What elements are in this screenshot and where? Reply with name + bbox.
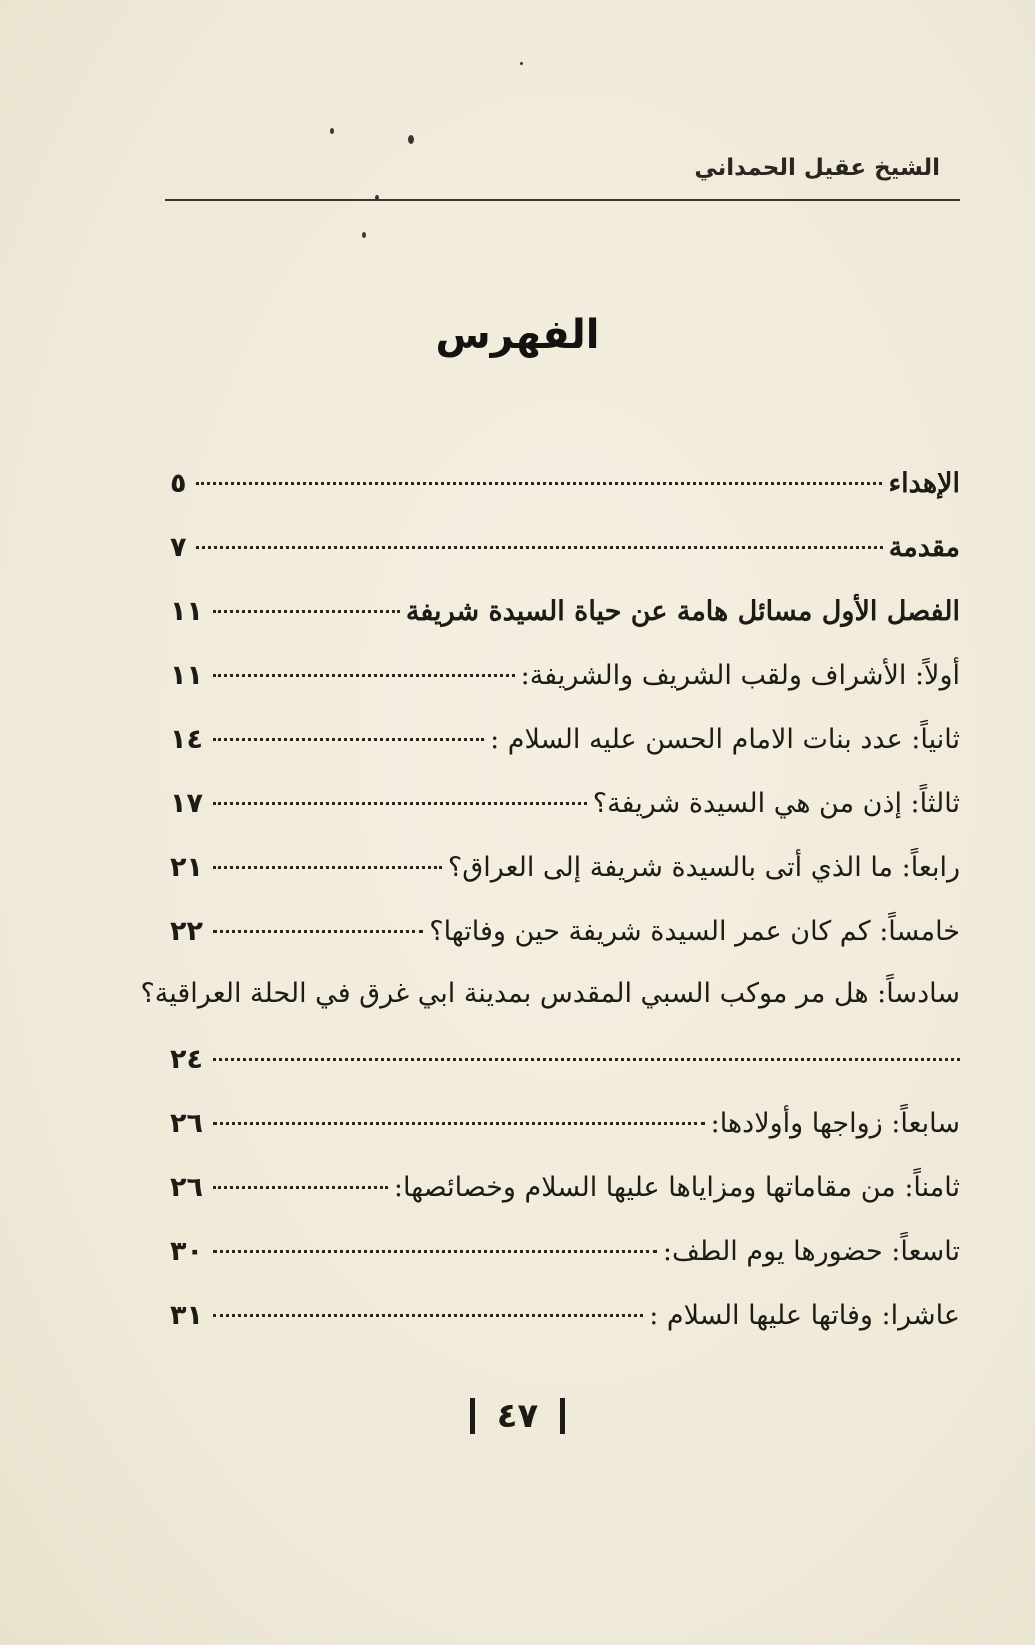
dot-leader (213, 1250, 657, 1253)
dot-leader (213, 866, 442, 869)
header-rule (165, 199, 960, 201)
toc-entry-label: أولاً: الأشراف ولقب الشريف والشريفة: (520, 660, 960, 691)
table-of-contents (140, 462, 960, 1358)
toc-entry (170, 1102, 960, 1166)
toc-entry-page: ١٧ (170, 788, 203, 819)
toc-entry-page: ٢٢ (170, 916, 203, 947)
dot-leader (213, 1314, 643, 1317)
toc-entry-page: ١٤ (170, 724, 203, 755)
running-header-author: الشيخ عقيل الحمداني (694, 155, 940, 181)
toc-entry (170, 462, 960, 526)
toc-entry-label: ثامناً: من مقاماتها ومزاياها عليها السلام وخصائصها: (393, 1172, 960, 1203)
dot-leader (196, 546, 883, 549)
toc-entry-label: ثانياً: عدد بنات الامام الحسن عليه السلام : (490, 724, 960, 755)
ink-speck (362, 232, 366, 238)
dot-leader (213, 610, 400, 613)
dot-leader (213, 1058, 960, 1061)
toc-entry-page: ١١ (170, 660, 203, 691)
toc-entry-label: ثالثاً: إذن من هي السيدة شريفة؟ (592, 788, 960, 819)
dot-leader (213, 1122, 705, 1125)
page-number-value: ٤٧ (496, 1395, 539, 1436)
dot-leader (213, 802, 587, 805)
toc-entry (170, 590, 960, 654)
toc-entry (170, 718, 960, 782)
toc-entry-label: مقدمة (888, 532, 960, 563)
toc-entry-page: ٣١ (170, 1300, 203, 1331)
dot-leader (213, 1186, 388, 1189)
dot-leader (196, 482, 882, 485)
page-title: الفهرس (435, 312, 600, 358)
toc-entry-page: ٧ (170, 532, 187, 563)
toc-entry-continuation (170, 1038, 960, 1102)
show-through-text (435, 215, 955, 279)
toc-entry (170, 654, 960, 718)
toc-entry-label: رابعاً: ما الذي أتى بالسيدة شريفة إلى العراق؟ (447, 852, 960, 883)
toc-entry-page: ١١ (170, 596, 203, 627)
ink-speck (408, 135, 414, 144)
toc-entry-label: سابعاً: زواجها وأولادها: (710, 1108, 960, 1139)
toc-entry-page: ٥ (170, 468, 187, 499)
toc-entry-label: الإهداء (888, 468, 960, 499)
ink-speck (375, 195, 379, 200)
toc-entry-label: خامساً: كم كان عمر السيدة شريفة حين وفاتها؟ (429, 916, 960, 947)
toc-entry (170, 846, 960, 910)
toc-entry (170, 910, 960, 974)
ink-speck (520, 62, 523, 65)
toc-entry-page: ٢٦ (170, 1172, 203, 1203)
toc-entry-label: عاشرا: وفاتها عليها السلام : (649, 1300, 960, 1331)
dot-leader (213, 930, 423, 933)
toc-entry-page: ٢٦ (170, 1108, 203, 1139)
toc-entry (170, 782, 960, 846)
toc-entry-page: ٢١ (170, 852, 203, 883)
page-number (0, 1394, 1035, 1436)
toc-entry-label: تاسعاً: حضورها يوم الطف: (662, 1236, 960, 1267)
toc-entry (170, 526, 960, 590)
toc-entry-page: ٣٠ (170, 1236, 203, 1267)
toc-entry (170, 1294, 960, 1358)
toc-entry-label: الفصل الأول مسائل هامة عن حياة السيدة شريفة (405, 596, 960, 627)
toc-entry (170, 1230, 960, 1294)
toc-entry-page: ٢٤ (170, 1044, 203, 1075)
ink-speck (330, 128, 334, 134)
dot-leader (213, 674, 515, 677)
folio-bar-left (470, 1398, 475, 1434)
toc-entry-wrapped (140, 974, 960, 1038)
dot-leader (213, 738, 484, 741)
toc-entry-label: سادساً: هل مر موكب السبي المقدس بمدينة ابي غرق في الحلة العراقية؟ (140, 978, 960, 1009)
toc-entry (170, 1166, 960, 1230)
folio-bar-right (560, 1398, 565, 1434)
